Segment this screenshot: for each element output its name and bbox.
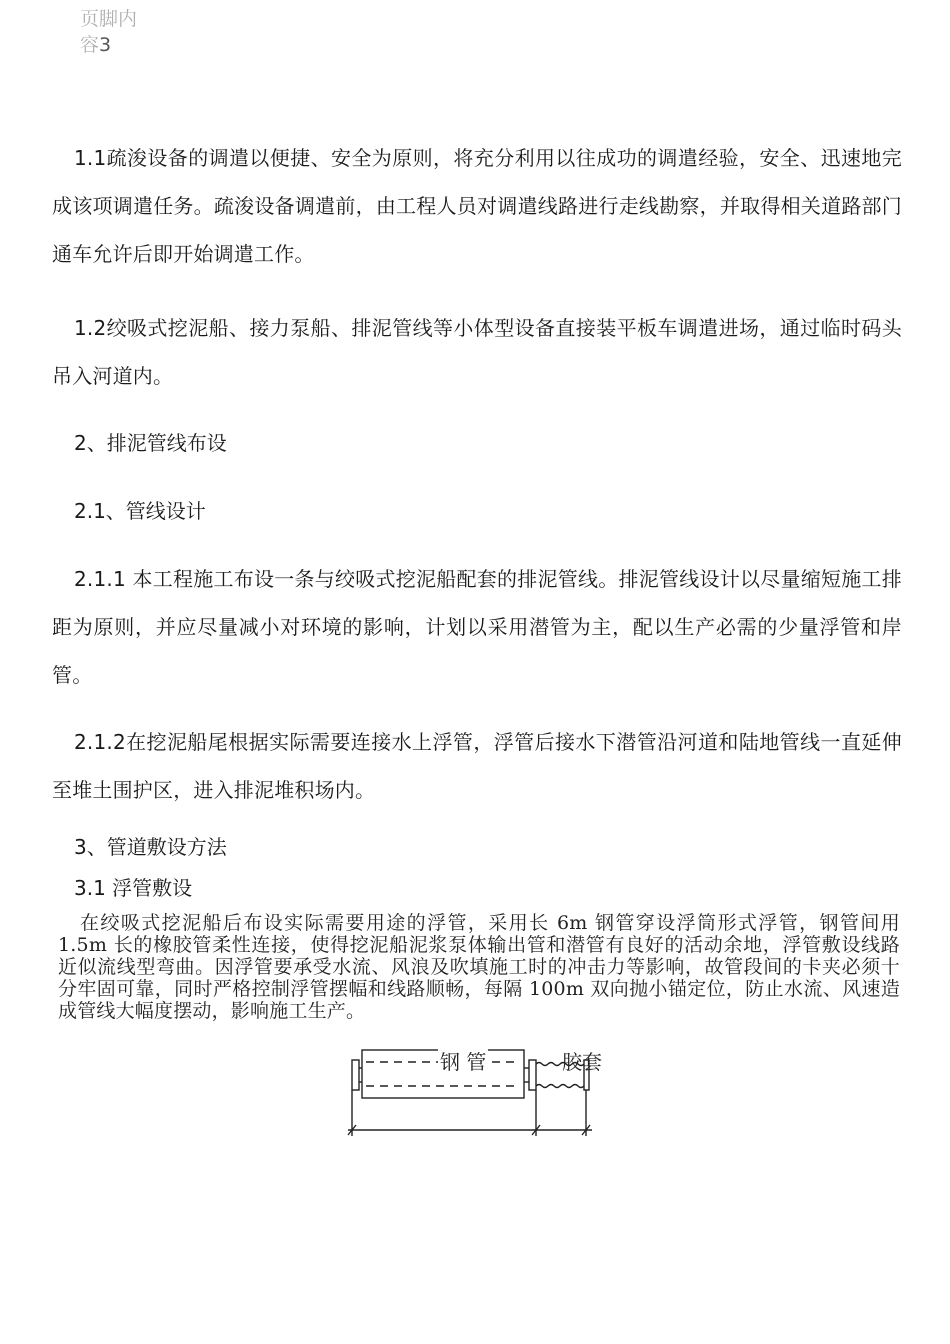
header-text: 页脚内容 [80, 8, 138, 56]
right-flange [529, 1060, 536, 1090]
paragraph-3-1: 在绞吸式挖泥船后布设实际需要用途的浮管，采用长 6m 钢管穿设浮筒形式浮管，钢管间用 1.5m 长的橡胶管柔性连接，使得挖泥船泥浆泵体输出管和潜管有良好的活动余地，浮管敷设线路近似流线型弯曲。因浮管要承受水流、风浪及吹填施工时的冲击力等影响，故管段间的卡夹必须十分牢固可靠，同时严格控制浮管摆幅和线路顺畅，每隔 100m 双向抛小锚定位，防止水流、风速造成管线大幅度摆动，影响施工生产。 [58, 912, 900, 1022]
steel-pipe-label: 钢 管 [438, 1046, 488, 1075]
rubber-sleeve-label: 胶套 [562, 1050, 602, 1074]
header-page-number: 3 [99, 34, 112, 56]
float-pipe-diagram [340, 1040, 620, 1150]
page-header [80, 6, 150, 58]
paragraph-2-1-2: 2.1.2在挖泥船尾根据实际需要连接水上浮管，浮管后接水下潜管沿河道和陆地管线一直延伸至堆土围护区，进入排泥堆积场内。 [52, 730, 902, 802]
left-flange [352, 1060, 359, 1090]
paragraph-1-1: 1.1疏浚设备的调遣以便捷、安全为原则，将充分利用以往成功的调遣经验，安全、迅速地完成该项调遣任务。疏浚设备调遣前，由工程人员对调遣线路进行走线勘察，并取得相关道路部门通车允许后即开始调遣工作。 [52, 146, 902, 266]
heading-2-1: 2.1、管线设计 [74, 499, 206, 523]
heading-2: 2、排泥管线布设 [74, 431, 227, 455]
rubber-sleeve-bottom [536, 1085, 584, 1088]
heading-3: 3、管道敷设方法 [74, 835, 227, 859]
paragraph-1-2: 1.2绞吸式挖泥船、接力泵船、排泥管线等小体型设备直接装平板车调遣进场，通过临时码头吊入河道内。 [52, 316, 902, 388]
heading-3-1: 3.1 浮管敷设 [74, 876, 193, 900]
paragraph-2-1-1: 2.1.1 本工程施工布设一条与绞吸式挖泥船配套的排泥管线。排泥管线设计以尽量缩短施工排距为原则，并应尽量减小对环境的影响，计划以采用潜管为主，配以生产必需的少量浮管和岸管。 [52, 567, 902, 687]
